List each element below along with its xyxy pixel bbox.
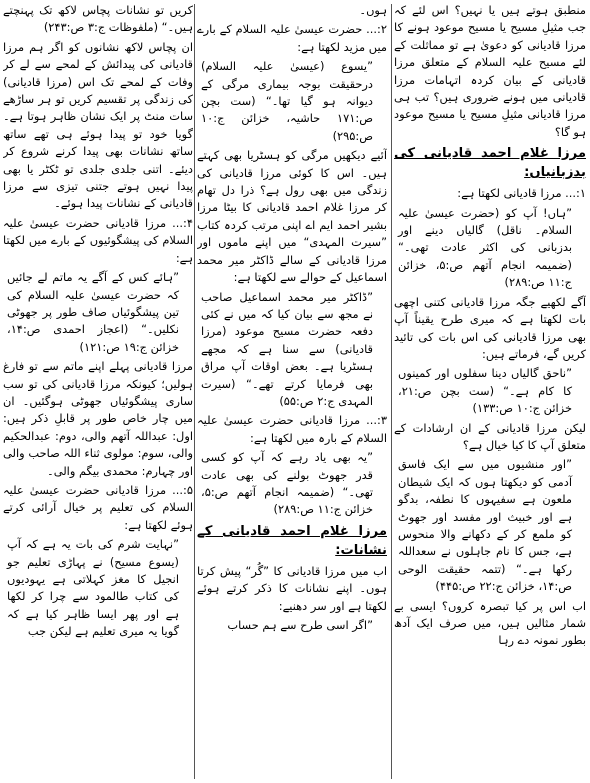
block-quote: ”اگر اسی طرح سے ہم حساب: [227, 618, 373, 632]
block-quote: ”اور منشیوں میں سے ایک فاسق آدمی کو دیکھتا ہوں کہ ایک شیطان ملعون ہے سفیہوں کا نطفہ، بدگو ہے اور خبیث اور مفسد اور جھوٹ کو ملمع کر کے دکھانے والا منحوس ہے، جس کا نام جاہلوں نے سعداللہ رکھا ہے۔“ (تتمہ حقیقت الوحی ص:۱۴، خزائن ج:۲۲ ص:۴۴۵): [398, 457, 572, 594]
paragraph: ہوں۔: [359, 3, 387, 17]
block-quote: ”یسوع (عیسیٰ علیہ السلام) درحقیقت بوجہ بیماری مرگی کے دیوانہ ہو گیا تھا۔“ (ست بچن ص:۱۷۱ حاشیہ، خزائن ج:۱۰ ص:۲۹۵): [201, 59, 373, 143]
paragraph: ۱:... مرزا قادیانی لکھتا ہے:: [457, 186, 586, 201]
paragraph: منطبق ہوتے ہیں یا نہیں؟ اس لئے کہ جب مثیلِ مسیح یا مسیح موعود ہونے کا مرزا قادیانی کو دعویٰ ہے تو مماثلت کے لئے مسیح علیہ السلام کے متعلق مرزا قادیانی کے بیان کردہ اتہامات مرزا قادیانی میں ہونے ضروری ہیں؟ تب ہی مرزا قادیانی مثیلِ مسیح یا مسیح موعود ہو گا؟: [394, 3, 586, 139]
paragraph: ۵:... مرزا قادیانی حضرت عیسیٰ علیہ السلام کی تعلیم پر خیال آرائی کرتے ہوئے لکھتا ہے:: [3, 482, 193, 532]
paragraph: لیکن مرزا قادیانی کے ان ارشادات کے متعلق آپ کا کیا خیال ہے؟: [394, 420, 586, 452]
block-quote: ”یہ بھی یاد رہے کہ آپ کو کسی قدر جھوٹ بولنے کی بھی عادت تھی۔“ (ضمیمہ انجام آتھم ص:۵، خزائن ج:۱۱ ص:۲۸۹): [201, 450, 373, 517]
paragraph: ۲:... حضرت عیسیٰ علیہ السلام کے بارے میں مزید لکھتا ہے:: [197, 22, 387, 54]
paragraph: ۴:... مرزا قادیانی حضرت عیسیٰ علیہ السلام کی پیشگوئیوں کے بارے میں لکھتا ہے:: [3, 215, 193, 265]
paragraph: ان پچاس لاکھ نشانوں کو اگر ہم مرزا قادیانی کی پیدائش کے لمحے سے لے کر وفات کے لمحے تک اس (مرزا قادیانی) کی زندگی پر تقسیم کریں تو ہر ساڑھے سات منٹ پر ایک نشان ظاہر ہوتا ہے۔ گویا خود تو پیدا ہوئے ہی تھے ساتھ ساتھ نشانات بھی پیدا کرنے شروع کر دیئے۔ اتنی جلدی جلدی تو ٹکٹر یا بھی پیدا نہیں ہوتے جتنی تیزی سے مرزا قادیانی کے نشانات پیدا ہوئے۔: [3, 39, 193, 211]
paragraph: مرزا قادیانی پہلے اپنے ماتم سے تو فارغ ہولیں؛ کیونکہ مرزا قادیانی کی تو سب ساری پیشگوئیاں جھوٹی ہوگئیں۔ ان میں چار خاص طور پر قابلِ ذکر ہیں: اول: عبداللہ آتھم والی، دوم: عبدالحکیم والی، سوم: مولوی ثناء اللہ صاحب والی اور چہارم: محمدی بیگم والی۔: [3, 359, 193, 478]
paragraph: آگے لکھیے جگہ مرزا قادیانی کتنی اچھی بات لکھتا ہے کہ میری طرح یقیناً آپ بھی مرزا قادیانی کی اس بات کی تائید کریں گے، فرماتے ہیں:: [394, 294, 586, 361]
column-divider: [194, 4, 195, 779]
paragraph: ۳:... مرزا قادیانی حضرت عیسیٰ علیہ السلام کے بارہ میں لکھتا ہے:: [197, 413, 387, 445]
paragraph: آئیے دیکھیں مرگی کو ہسٹریا بھی کہتے ہیں۔ اس کا کوئی مرزا قادیانی کی زندگی میں بھی رول ہے؟ ذرا دل تھام کر مرزا غلام احمد قادیانی کا بیٹا مرزا بشیر احمد ایم اے اپنی مرتب کردہ کتاب ”سیرت المہدی“ میں اپنے ماموں اور مرزا قادیانی کے سالے ڈاکٹر میر محمد اسماعیل کے حوالے سے لکھتا ہے:: [197, 148, 387, 285]
text-column-middle: [197, 2, 387, 781]
block-quote: ”ڈاکٹر میر محمد اسماعیل صاحب نے مجھ سے بیان کیا کہ میں نے کئی دفعہ حضرت مسیح موعود (مرزا قادیانی) سے سنا ہے کہ مجھے ہسٹریا ہے۔ بعض اوقات آپ مراق بھی فرمایا کرتے تھے۔“ (سیرت المہدی ج:۲ ص:۵۵): [201, 289, 373, 408]
paragraph: اب اس پر کیا تبصرہ کروں؟ ایسی بے شمار مثالیں ہیں، میں صرف ایک آدھ بطور نمونہ دے رہا: [394, 598, 586, 648]
block-quote: ”ناحق گالیاں دینا سفلوں اور کمینوں کا کام ہے۔“ (ست بچن ص:۲۱، خزائن ج:۱۰ ص:۱۳۳): [398, 366, 572, 416]
text-column-right: [394, 2, 586, 781]
block-quote: ”ہائے کس کے آگے یہ ماتم لے جائیں کہ حضرت عیسیٰ علیہ السلام کی تین پیشگوئیاں صاف طور پر جھوٹی نکلیں۔“ (اعجاز احمدی ص:۱۴، خزائن ج:۱۹ ص:۱۲۱): [7, 270, 179, 354]
section-heading: مرزا غلام احمد قادیانی کی بدزبانیاں:: [394, 146, 586, 181]
block-quote: ”ہاں! آپ کو (حضرت عیسیٰ علیہ السلام۔ ناقل) گالیاں دینے اور بدزبانی کی اکثر عادت تھی۔“ (ضمیمہ انجام آتھم ص:۵، خزائن ج:۱۱ ص:۲۸۹): [398, 205, 572, 290]
section-heading: مرزا غلام احمد قادیانی کے نشانات:: [197, 523, 387, 558]
paragraph: کریں تو نشانات پچاس لاکھ تک پہنچتے ہیں۔“ (ملفوظات ج:۳ ص:۲۴۳): [3, 3, 193, 35]
column-divider: [391, 4, 392, 779]
block-quote: ”نہایت شرم کی بات یہ ہے کہ آپ (یسوع مسیح) نے پہاڑی تعلیم جو انجیل کا مغز کہلاتی ہے یہودیوں کی کتاب طالمود سے چرا کر لکھا ہے اور پھر ایسا ظاہر کیا ہے کہ گویا یہ میری تعلیم ہے لیکن جب: [7, 537, 179, 639]
text-column-left: [3, 2, 193, 781]
paragraph: اب میں مرزا قادیانی کا ”گُر“ پیش کرتا ہوں۔ اپنے نشانات کا ذکر کرتے ہوئے لکھتا ہے اور سر دھنیے:: [197, 563, 387, 613]
